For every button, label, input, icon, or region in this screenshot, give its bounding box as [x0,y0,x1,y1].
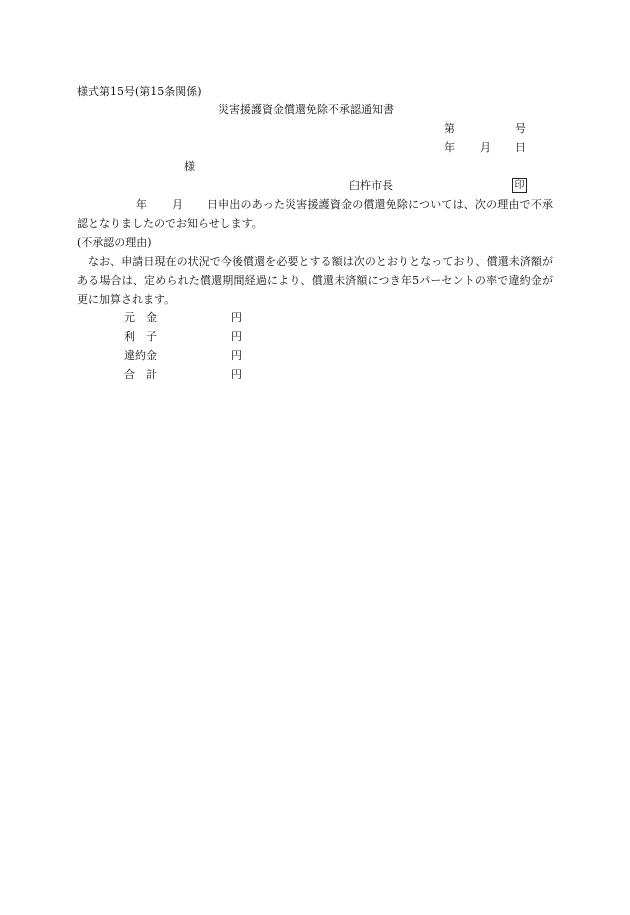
date-day: 日 [515,141,526,154]
reference-number-go: 号 [515,122,526,135]
reason-paragraph: なお、申請日現在の状況で今後償還を必要とする額は次のとおりとなっており、償還未済額がある場合は、定められた償還期間経過により、償還未済額につき年5パーセントの率で違約金が更に加算されます。 [77,255,553,306]
intro-year: 年 [136,198,147,211]
amount-label: 利 子 [124,330,157,343]
amount-unit: 円 [231,349,242,362]
document-title: 災害援護資金償還免除不承認通知書 [218,103,394,116]
amount-unit: 円 [231,330,242,343]
date-year: 年 [444,141,455,154]
intro-month: 月 [172,198,183,211]
reason-heading: (不承認の理由) [77,236,152,249]
amount-unit: 円 [231,311,242,324]
amount-label: 元 金 [124,311,157,324]
date-month: 月 [480,141,491,154]
amount-unit: 円 [231,368,242,381]
seal-mark: 印 [512,178,527,193]
intro-paragraph: 日申出のあった災害援護資金の償還免除については、次の理由で不承認となりましたのでお知らせします。 [77,198,553,230]
reference-number-dai: 第 [444,122,455,135]
addressee-suffix: 様 [184,160,195,173]
amount-label: 合 計 [124,368,157,381]
amount-label: 違約金 [124,349,157,362]
issuer-name: 臼杵市長 [349,179,393,192]
form-number: 様式第15号(第15条関係) [77,85,202,98]
